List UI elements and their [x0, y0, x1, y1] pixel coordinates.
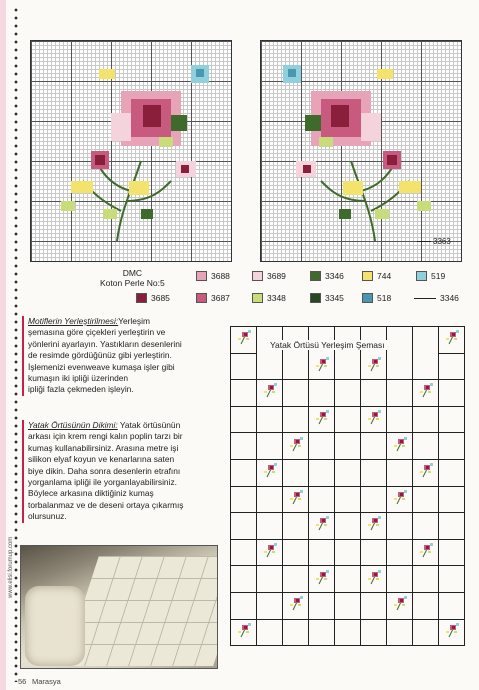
placement-instructions: [28, 316, 218, 396]
text-line: torbalanmaz ve de deseni ortaya çıkarmış: [28, 499, 184, 510]
layout-cell: [309, 380, 335, 407]
magazine-name: Marasya: [32, 677, 61, 686]
legend-code: 3685: [151, 293, 170, 303]
layout-cell: [335, 459, 361, 486]
legend-item: [416, 271, 445, 281]
layout-cell: [387, 486, 413, 513]
layout-cell: [387, 592, 413, 619]
accent-bar: [22, 316, 24, 396]
legend-item: [310, 271, 344, 281]
swatch: [310, 293, 321, 303]
layout-cell: [439, 486, 465, 513]
layout-cell: [309, 353, 335, 380]
rose-motif-icon: [287, 489, 305, 505]
layout-cell: [387, 433, 413, 460]
layout-cell: [231, 459, 257, 486]
layout-cell: [309, 566, 335, 593]
layout-row: [231, 539, 465, 566]
layout-cell: [283, 459, 309, 486]
rose-motif-icon: [417, 382, 435, 398]
layout-cell: [361, 592, 387, 619]
legend-code: 3345: [325, 293, 344, 303]
layout-cell: [413, 513, 439, 540]
layout-cell: [309, 433, 335, 460]
layout-cell: [335, 353, 361, 380]
layout-cell: [387, 353, 413, 380]
rose-motif-icon: [365, 569, 383, 585]
layout-cell: [387, 619, 413, 646]
text-line: biye dikin. Daha sonra desenlerin etrafını: [28, 465, 181, 476]
layout-cell: [231, 592, 257, 619]
layout-cell: [387, 406, 413, 433]
layout-cell: [361, 539, 387, 566]
magazine-page: [6, 0, 479, 690]
layout-cell: [387, 513, 413, 540]
swatch: [362, 293, 373, 303]
rose-motif-icon: [313, 409, 331, 425]
layout-cell: [231, 513, 257, 540]
layout-cell: [413, 459, 439, 486]
text-line: ipliği fazla çekmeden işleyin.: [28, 384, 134, 395]
layout-cell: [257, 380, 283, 407]
layout-cell: [231, 353, 257, 380]
legend-code: 3687: [211, 293, 230, 303]
legend-item: [136, 293, 170, 303]
layout-row: [231, 433, 465, 460]
text-line: kumaşın iki ipliği üzerinden: [28, 373, 129, 384]
layout-cell: [283, 619, 309, 646]
rose-motif-icon: [417, 462, 435, 478]
layout-row: [231, 513, 465, 540]
swatch: [310, 271, 321, 281]
layout-cell: [361, 513, 387, 540]
quilt-image: [63, 556, 218, 666]
layout-cell: [309, 619, 335, 646]
bedspread-photo: [20, 545, 218, 669]
layout-cell: [335, 406, 361, 433]
layout-cell: [335, 433, 361, 460]
layout-cell: [335, 539, 361, 566]
layout-cell: [387, 327, 413, 354]
section-title: Yatak Örtüsünün Dikimi:: [28, 420, 118, 430]
legend-item: [414, 293, 459, 303]
layout-cell: [283, 486, 309, 513]
sewing-instructions: [28, 420, 218, 523]
layout-cell: [335, 592, 361, 619]
layout-cell: [439, 459, 465, 486]
pillow-image: [25, 586, 85, 666]
swatch: [362, 271, 373, 281]
layout-cell: [257, 459, 283, 486]
layout-cell: [257, 539, 283, 566]
layout-cell: [361, 433, 387, 460]
legend-code: 519: [431, 271, 446, 281]
rose-motif-icon: [443, 329, 461, 345]
layout-cell: [231, 619, 257, 646]
layout-cell: [309, 406, 335, 433]
rose-motif-icon: [391, 595, 409, 611]
swatch: [196, 271, 207, 281]
legend-code: 3688: [211, 271, 230, 281]
side-watermark: www.elisi.forumup.com: [8, 536, 14, 598]
chart-reference-label: 3363: [417, 237, 451, 246]
legend-code: 3346: [325, 271, 344, 281]
layout-cell: [361, 380, 387, 407]
legend-item: [196, 271, 230, 281]
rose-motif-icon: [313, 356, 331, 372]
layout-cell: [283, 433, 309, 460]
layout-cell: [413, 353, 439, 380]
text-line: şemasına göre çiçekleri yerleştirin ve: [28, 327, 166, 338]
legend-code: 3348: [267, 293, 286, 303]
layout-cell: [257, 619, 283, 646]
layout-cell: [335, 486, 361, 513]
layout-cell: [361, 619, 387, 646]
layout-cell: [387, 380, 413, 407]
layout-cell: [361, 459, 387, 486]
layout-cell: [361, 566, 387, 593]
legend-code: 3689: [267, 271, 286, 281]
cross-stitch-chart-left: [30, 40, 232, 262]
layout-cell: [439, 566, 465, 593]
layout-cell: [413, 406, 439, 433]
layout-cell: [231, 539, 257, 566]
layout-cell: [257, 592, 283, 619]
rose-motif-icon: [365, 356, 383, 372]
layout-cell: [283, 566, 309, 593]
layout-cell: [283, 353, 309, 380]
layout-cell: [439, 539, 465, 566]
layout-cell: [413, 539, 439, 566]
text-line: yönlerini ayarlayın. Yastıkların desenlerini: [28, 338, 182, 349]
layout-cell: [413, 566, 439, 593]
page-number: 56: [18, 677, 27, 686]
layout-row: [231, 486, 465, 513]
layout-cell: [439, 619, 465, 646]
layout-cell: [283, 592, 309, 619]
rose-motif-icon: [261, 382, 279, 398]
layout-cell: [335, 619, 361, 646]
rose-motif-right: [261, 41, 461, 261]
legend-item: [252, 271, 286, 281]
layout-cell: [413, 619, 439, 646]
rose-motif-icon: [391, 489, 409, 505]
layout-cell: [231, 486, 257, 513]
layout-cell: [257, 406, 283, 433]
rose-motif-icon: [261, 542, 279, 558]
legend-item: [310, 293, 344, 303]
layout-cell: [413, 380, 439, 407]
layout-cell: [413, 433, 439, 460]
swatch: [252, 293, 263, 303]
legend-item: [362, 293, 391, 303]
layout-cell: [231, 380, 257, 407]
layout-cell: [257, 566, 283, 593]
layout-cell: [413, 327, 439, 354]
rose-motif-icon: [443, 622, 461, 638]
layout-cell: [361, 486, 387, 513]
layout-cell: [335, 513, 361, 540]
rose-motif-icon: [313, 515, 331, 531]
rose-motif-icon: [235, 622, 253, 638]
swatch: [136, 293, 147, 303]
layout-cell: [309, 459, 335, 486]
rose-motif-icon: [287, 595, 305, 611]
layout-row: [231, 406, 465, 433]
layout-row: [231, 459, 465, 486]
layout-cell: [335, 380, 361, 407]
layout-cell: [231, 566, 257, 593]
layout-cell: [439, 380, 465, 407]
accent-bar: [22, 420, 24, 523]
layout-cell: [257, 433, 283, 460]
legend-header: [100, 268, 165, 288]
legend-brand: DMC: [122, 268, 143, 278]
layout-cell: [361, 353, 387, 380]
layout-cell: [257, 513, 283, 540]
layout-title: Yatak Örtüsü Yerleşim Şeması: [270, 340, 385, 350]
layout-row: [231, 380, 465, 407]
layout-cell: [387, 459, 413, 486]
layout-cell: [309, 486, 335, 513]
bedspread-layout-scheme: [230, 326, 465, 646]
layout-cell: [283, 406, 309, 433]
layout-cell: [335, 566, 361, 593]
layout-cell: [439, 327, 465, 354]
backstitch-line: [414, 298, 436, 299]
layout-cell: [387, 566, 413, 593]
text-line: de resimde gördüğünüz gibi yerleştirin.: [28, 350, 172, 361]
layout-cell: [257, 353, 283, 380]
legend-code: 518: [377, 293, 392, 303]
rose-motif-left: [31, 41, 231, 261]
text-line: Yerleşim: [118, 316, 150, 326]
text-line: yorganlama ipliği ile yorganlayabilirsiniz.: [28, 477, 177, 488]
layout-cell: [413, 592, 439, 619]
legend-item: [196, 293, 230, 303]
layout-cell: [231, 406, 257, 433]
text-line: kumaş kullanabilirsiniz. Arasına metre işi: [28, 442, 179, 453]
section-title: Motiflerin Yerleştirilmesi:: [28, 316, 119, 326]
layout-cell: [439, 513, 465, 540]
rose-motif-icon: [313, 569, 331, 585]
text-line: Böylece arkasına diktiğiniz kumaş: [28, 488, 154, 499]
layout-cell: [439, 433, 465, 460]
layout-cell: [231, 327, 257, 354]
rose-motif-icon: [365, 409, 383, 425]
swatch: [196, 293, 207, 303]
text-line: İşlemenizi evenweave kumaşa işler gibi: [28, 361, 175, 372]
legend-code: 3346: [440, 293, 459, 303]
rose-motif-icon: [365, 515, 383, 531]
rose-motif-icon: [391, 436, 409, 452]
layout-cell: [231, 433, 257, 460]
rose-motif-icon: [261, 462, 279, 478]
text-line: Yatak örtüsünün: [119, 420, 181, 430]
layout-cell: [439, 353, 465, 380]
layout-cell: [439, 592, 465, 619]
layout-cell: [283, 380, 309, 407]
rose-motif-icon: [235, 329, 253, 345]
layout-cell: [309, 592, 335, 619]
layout-cell: [413, 486, 439, 513]
text-line: olursunuz.: [28, 511, 67, 522]
layout-cell: [283, 513, 309, 540]
layout-row: [231, 592, 465, 619]
layout-row: [231, 619, 465, 646]
swatch: [252, 271, 263, 281]
swatch: [416, 271, 427, 281]
cross-stitch-chart-right: [260, 40, 462, 262]
layout-cell: [361, 406, 387, 433]
legend-item: [252, 293, 286, 303]
text-line: arkası için krem rengi kalın poplin tarzı bir: [28, 431, 183, 442]
text-line: silikon elyaf koyun ve kenarlarına saten: [28, 454, 175, 465]
legend-thread: Koton Perle No:5: [100, 278, 165, 288]
layout-cell: [309, 513, 335, 540]
layout-row: [231, 353, 465, 380]
layout-cell: [387, 539, 413, 566]
rose-motif-icon: [287, 436, 305, 452]
layout-cell: [439, 406, 465, 433]
legend-code: 744: [377, 271, 392, 281]
layout-cell: [257, 486, 283, 513]
layout-cell: [283, 539, 309, 566]
dotted-border: [14, 6, 18, 682]
legend-item: [362, 271, 391, 281]
layout-row: [231, 566, 465, 593]
layout-cell: [309, 539, 335, 566]
rose-motif-icon: [417, 542, 435, 558]
